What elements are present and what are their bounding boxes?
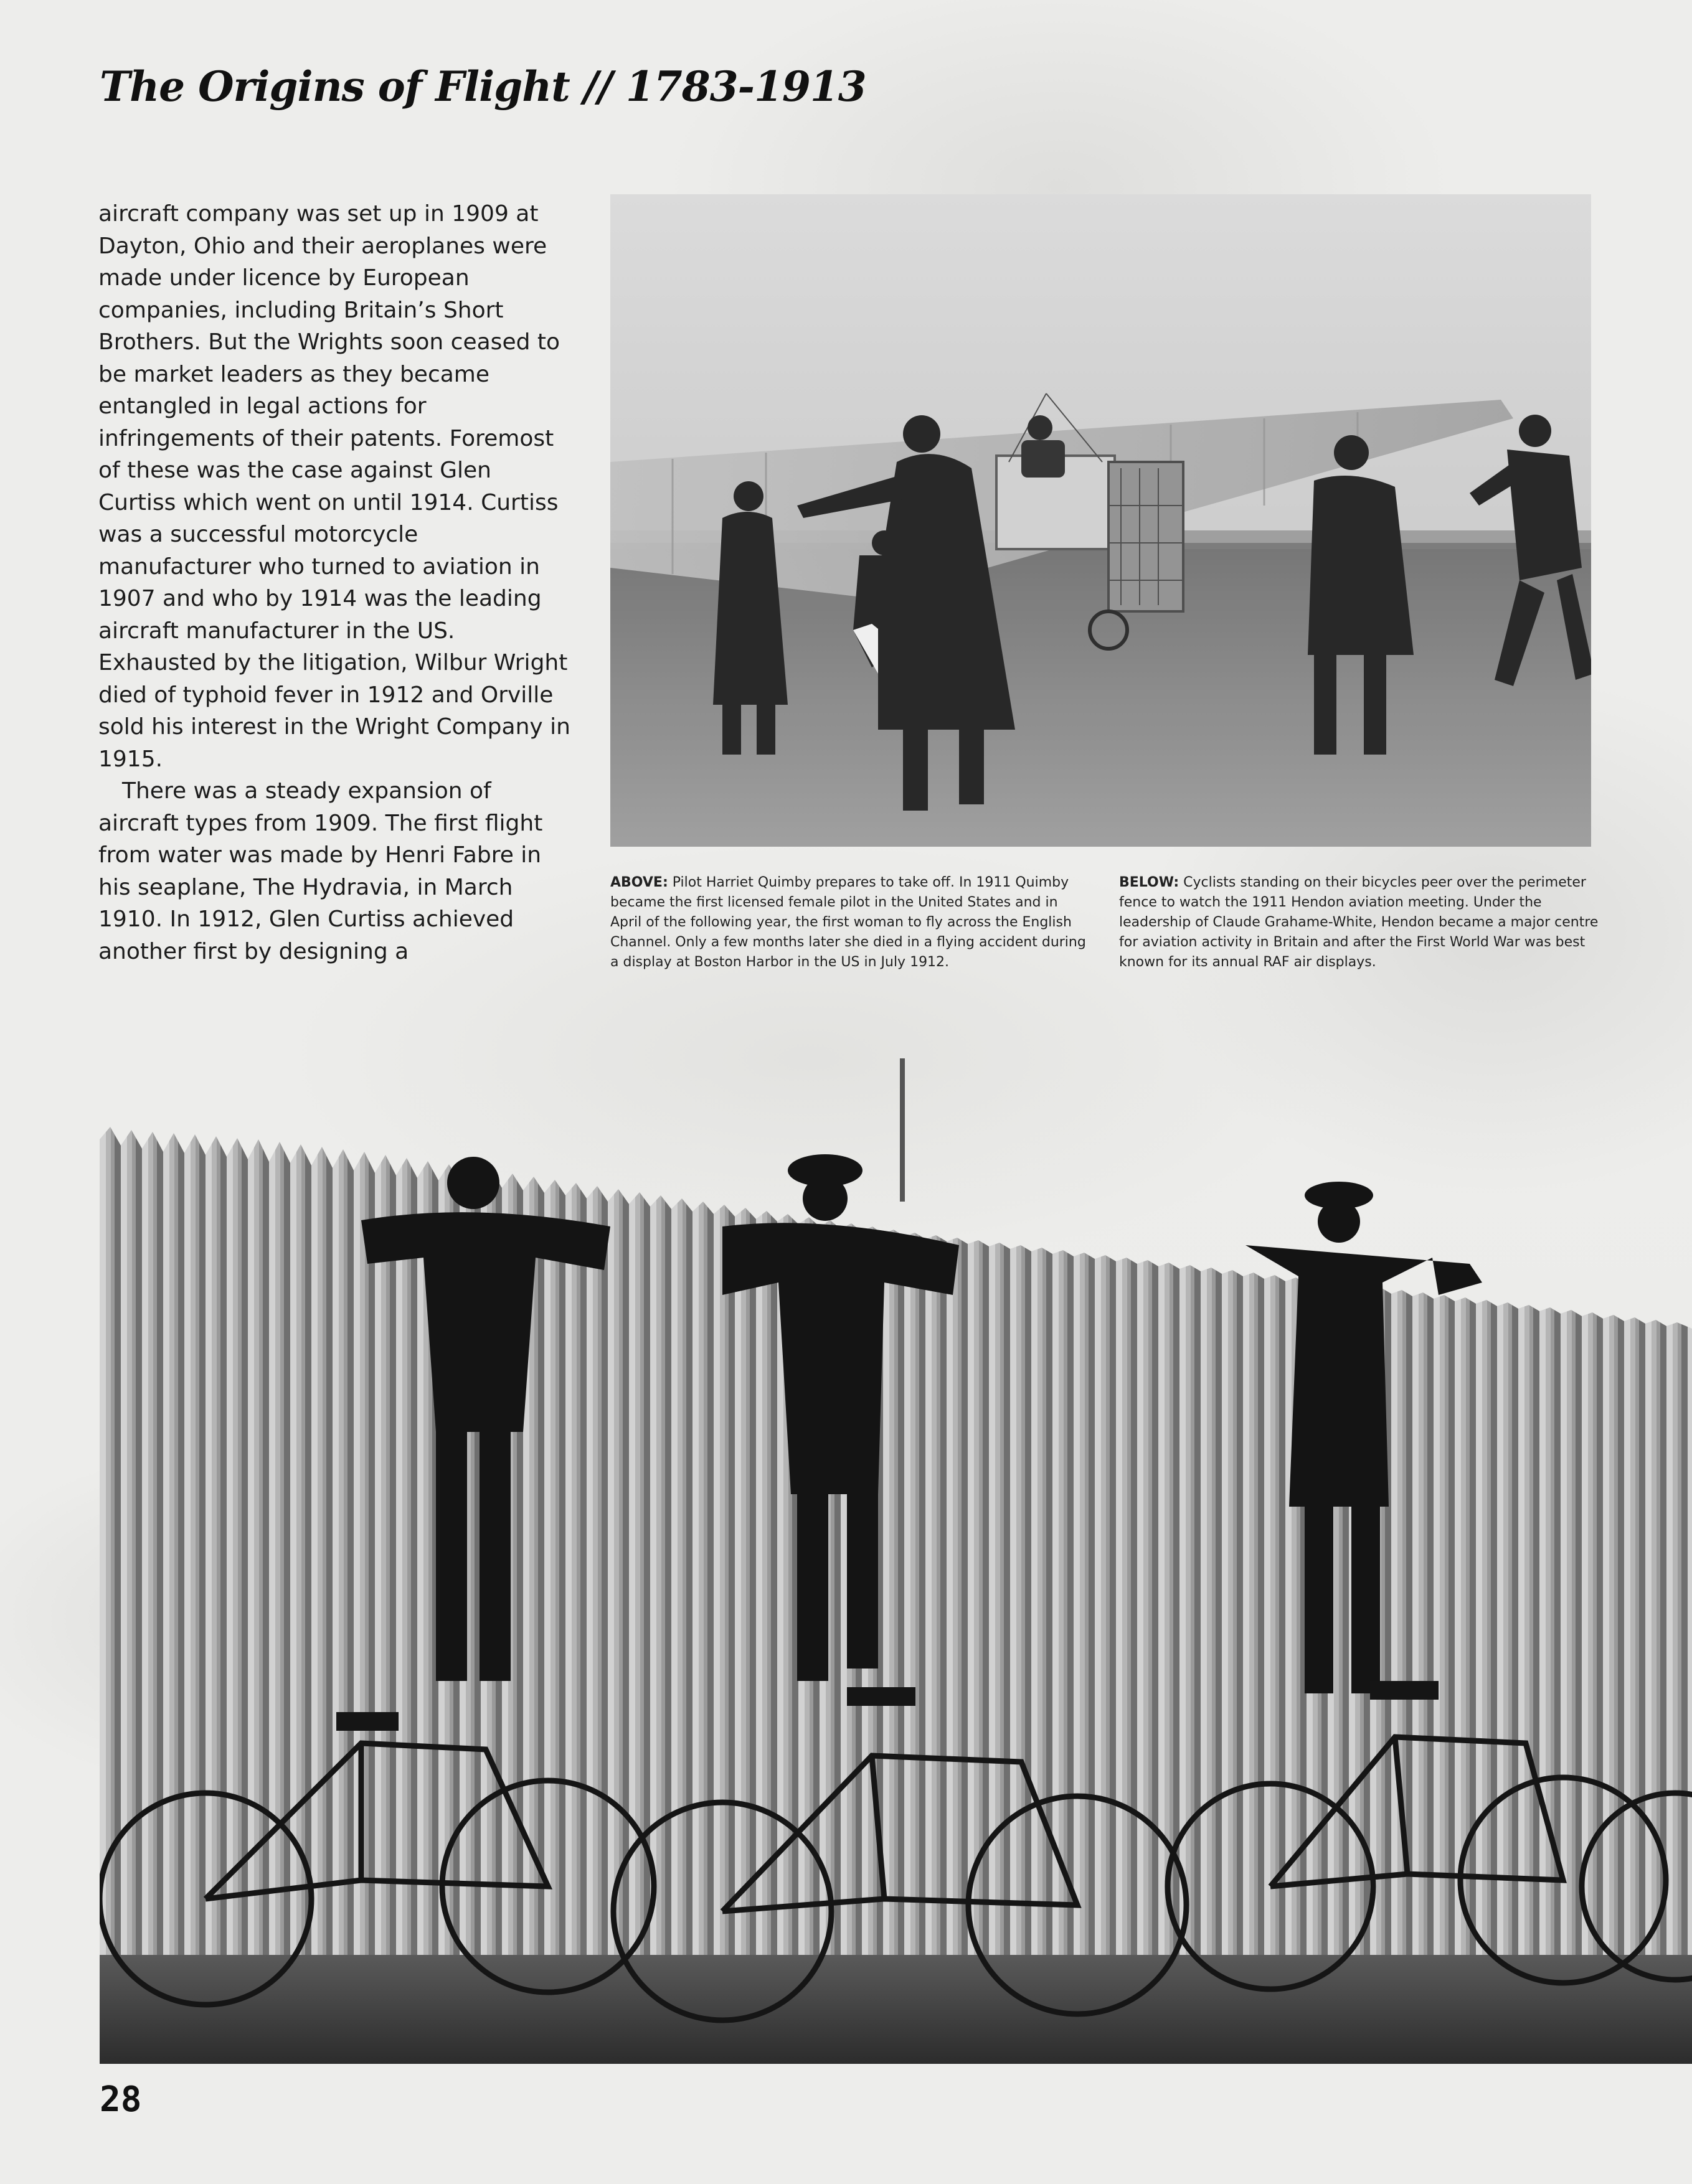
caption-below bbox=[1119, 873, 1599, 972]
caption-above-text: Pilot Harriet Quimby prepares to take off. In 1911 Quimby became the first licensed female pilot in the United States and in April of the following year, the first woman to fly across the English Channel. Only a few months later she died in a flying accident during a display at Boston Harbor in the US in July 1912. bbox=[610, 875, 1086, 970]
photo-harriet-quimby-takeoff bbox=[610, 194, 1591, 847]
caption-above bbox=[610, 873, 1090, 972]
article-paragraph: There was a steady expansion of aircraft types from 1909. The first flight from water was made by Henri Fabre in his seaplane, The Hydravia, in March 1910. In 1912, Glen Curtiss achieved another first by designing a bbox=[98, 778, 543, 964]
article-paragraph: aircraft company was set up in 1909 at Dayton, Ohio and their aeroplanes were made under licence by European companies, including Britain’s Short Brothers. But the Wrights soon ceased to be market leaders as they became entangled in legal actions for infringements of their patents. Foremost of these was the case against Glen Curtiss which went on until 1914. Curtiss was a successful motorcycle manufacturer who turned to aviation in 1907 and who by 1914 was the leading aircraft manufacturer in the US. Exhausted by the litigation, Wilbur Wright died of typhoid fever in 1912 and Orville sold his interest in the Wright Company in 1915. bbox=[98, 201, 570, 772]
page-title: The Origins of Flight // 1783-1913 bbox=[100, 62, 866, 111]
photo-hendon-cyclists-fence bbox=[100, 1058, 1692, 2064]
page-number: 28 bbox=[100, 2079, 142, 2120]
article-body bbox=[98, 198, 572, 967]
caption-below-lead: BELOW: bbox=[1119, 875, 1179, 890]
caption-below-text: Cyclists standing on their bicycles peer over the perimeter fence to watch the 1911 Hendon aviation meeting. Under the leadership of Claude Grahame-White, Hendon became a major centre for aviation activity in Britain and after the First World War was best known for its annual RAF air displays. bbox=[1119, 875, 1599, 970]
caption-above-lead: ABOVE: bbox=[610, 875, 668, 890]
